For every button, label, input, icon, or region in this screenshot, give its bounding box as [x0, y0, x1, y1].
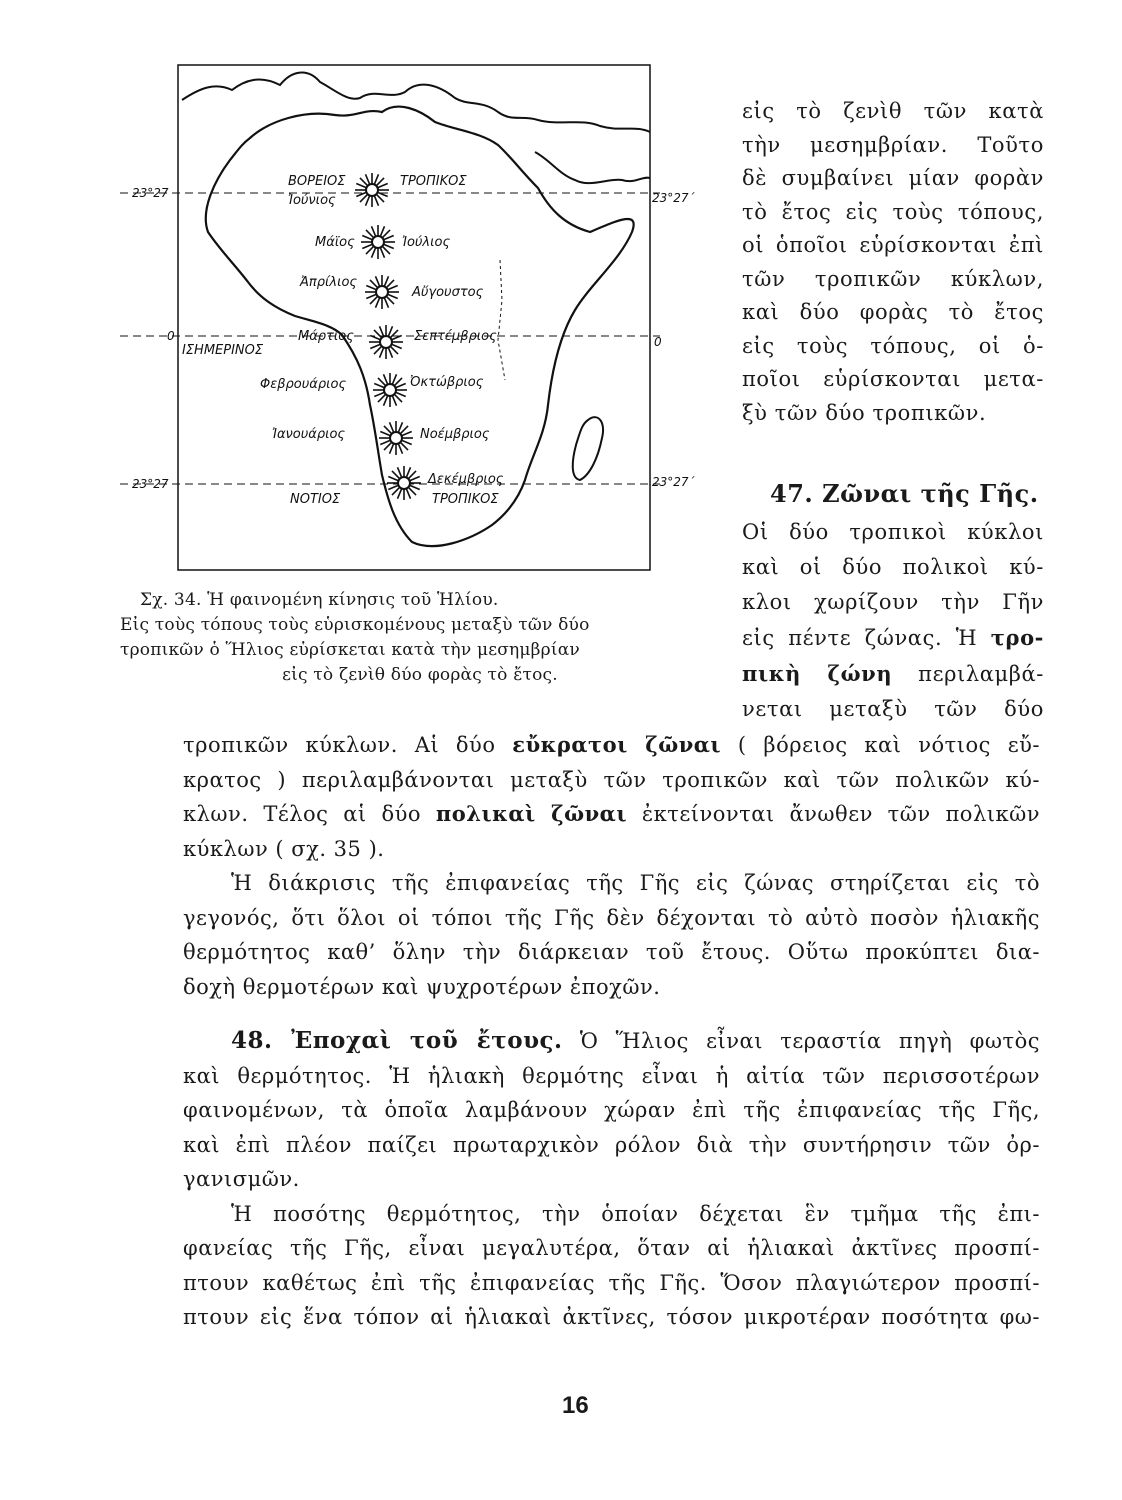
bold-term: εὔκρατοι ζῶναι [512, 732, 722, 757]
bold-term: τρο- [990, 625, 1044, 650]
text-line: κλοι χωρίζουν τὴν Γῆν [742, 590, 1044, 614]
text-line: κρατος ) περιλαμβάνονται μεταξὺ τῶν τροπικῶν καὶ τῶν πολικῶν κύ- [183, 767, 1040, 792]
text-line: καὶ θερμότητος. Ἡ ἡλιακὴ θερμότης εἶναι ἡ αἰτία τῶν περισσοτέρων [183, 1063, 1040, 1088]
label-south-left: ΝΟΤΙΟΣ [290, 492, 341, 507]
bold-term: πολικαὶ ζῶναι [435, 801, 627, 826]
main-body-text [183, 728, 1040, 1335]
sun-icon [361, 225, 395, 259]
section-48-heading: 48. Ἐποχαὶ τοῦ ἔτους. [231, 1027, 563, 1054]
paragraph-gap [183, 1004, 1040, 1024]
lat-equator-left: 0 [167, 329, 175, 343]
month-june: Ἰούνιος [288, 193, 336, 208]
text-span: τροπικῶν κύκλων. Αἱ δύο [183, 733, 513, 757]
text-line: πτουν καθέτως ἐπὶ τῆς ἐπιφανείας τῆς Γῆς. Ὅσον πλαγιώτερον προσπί- [183, 1270, 1040, 1295]
caption-line: εἰς τὸ ζενὶθ δύο φορὰς τὸ ἔτος. [282, 665, 558, 685]
text-span: περιλαμβά- [892, 662, 1044, 686]
month-may: Μάϊος [315, 235, 355, 250]
right-column-text [742, 95, 1044, 430]
map-frame [178, 65, 650, 570]
section-47-heading: 47. Ζῶναι τῆς Γῆς. [770, 479, 1039, 508]
month-january: Ἰανουάριος [272, 427, 346, 442]
month-december: Δεκέμβριος [428, 472, 504, 487]
caption-title: Σχ. 34. Ἡ φαινομένη κίνησις τοῦ Ἡλίου. [140, 590, 499, 610]
figure-caption [120, 588, 720, 688]
text-line: καὶ οἱ δύο πολικοὶ κύ- [742, 555, 1044, 579]
text-line: φαινομένων, τὰ ὁποῖα λαμβάνουν χώραν ἐπὶ τῆς ἐπιφανείας τῆς Γῆς, [183, 1098, 1040, 1122]
text-line: γανισμῶν. [183, 1167, 300, 1191]
page-number: 16 [562, 1392, 589, 1419]
text-span: Ὁ Ἥλιος εἶναι τεραστία πηγὴ φωτὸς [562, 1029, 1040, 1053]
label-north-left: ΒΟΡΕΙΟΣ [288, 174, 346, 189]
caption-line: Εἰς τοὺς τόπους τοὺς εὑρισκομένους μεταξὺ τῶν δύο [120, 615, 590, 635]
month-october: Ὀκτώβριος [410, 375, 484, 390]
text-line: νεται μεταξὺ τῶν δύο [742, 697, 1044, 721]
sun-icon [373, 373, 407, 407]
text-line: Ἡ ποσότης θερμότητος, τὴν ὁποίαν δέχεται ἓν τμῆμα τῆς ἐπι- [231, 1201, 1040, 1226]
lat-south-left: 23°27 [132, 477, 169, 491]
label-south-right: ΤΡΟΠΙΚΟΣ [432, 492, 499, 507]
sun-icon [387, 466, 421, 500]
text-line: γεγονός, ὅτι ὅλοι οἱ τόποι τῆς Γῆς δὲν δέχονται τὸ αὐτὸ ποσὸν ἡλιακῆς [183, 905, 1040, 930]
text-line: εἰς τοὺς τόπους, οἱ ὁ- [742, 333, 1044, 358]
text-line: θερμότητος καθ’ ὅλην τὴν διάρκειαν τοῦ ἔτους. Οὕτω προκύπτει δια- [183, 940, 1040, 964]
month-november: Νοέμβριος [420, 427, 490, 442]
month-february: Φεβρουάριος [260, 377, 347, 392]
text-line: εἰς τὸ ζενὶθ τῶν κατὰ [742, 99, 1044, 123]
sun-icon [365, 275, 399, 309]
bold-term: πικὴ ζώνη [742, 661, 893, 686]
month-april: Ἀπρίλιος [300, 275, 358, 290]
lat-north-right: 23°27΄ [652, 191, 695, 205]
label-north-right: ΤΡΟΠΙΚΟΣ [400, 174, 467, 189]
africa-map [120, 60, 695, 585]
text-line [183, 1024, 1040, 1059]
text-span: εἰς πέντε ζώνας. Ἡ [742, 626, 991, 650]
sun-icon [355, 173, 389, 207]
text-span: ( βόρειος καὶ νότιος εὔ- [721, 733, 1040, 757]
text-line [742, 620, 1044, 656]
text-line: Οἱ δύο τροπικοὶ κύκλοι [742, 520, 1044, 544]
lat-equator-right: 0 [654, 335, 662, 349]
lat-north-left: 23°27 [132, 186, 169, 200]
month-july: Ἰούλιος [402, 235, 451, 250]
lat-south-right: 23°27΄ [652, 475, 695, 489]
text-span: ἐκτείνονται ἄνωθεν τῶν πολικῶν [627, 802, 1041, 826]
text-line: ξὺ τῶν δύο τροπικῶν. [742, 400, 987, 425]
text-line: κύκλων ( σχ. 35 ). [183, 836, 385, 861]
text-span: κλων. Τέλος αἱ δύο [183, 802, 436, 826]
text-line: καὶ δύο φορὰς τὸ ἔτος [742, 300, 1044, 324]
text-line [183, 728, 1040, 763]
month-august: Αὔγουστος [412, 285, 484, 300]
text-line: καὶ ἐπὶ πλέον παίζει πρωταρχικὸν ρόλον διὰ τὴν συντήρησιν τῶν ὀρ- [183, 1132, 1040, 1157]
text-line [183, 797, 1040, 832]
text-line: δὲ συμβαίνει μίαν φορὰν [742, 166, 1044, 190]
figure-sun-motion-map [120, 60, 695, 585]
text-line: δοχὴ θερμοτέρων καὶ ψυχροτέρων ἐποχῶν. [183, 974, 661, 999]
section-47-text [742, 515, 1044, 727]
text-line: φανείας τῆς Γῆς, εἶναι μεγαλυτέρα, ὅταν αἱ ἡλιακαὶ ἀκτῖνες προσπί- [183, 1236, 1040, 1260]
label-equator: ΙΣΗΜΕΡΙΝΟΣ [182, 343, 264, 358]
sun-icon [369, 325, 403, 359]
caption-line: τροπικῶν ὁ Ἥλιος εὑρίσκεται κατὰ τὴν μεσημβρίαν [120, 640, 580, 660]
month-september: Σεπτέμβριος [414, 329, 497, 344]
text-line [742, 656, 1044, 692]
month-march: Μάρτιος [298, 329, 354, 344]
text-line: οἱ ὁποῖοι εὑρίσκονται ἐπὶ [742, 233, 1044, 257]
sun-icon [379, 421, 413, 455]
text-line: τῶν τροπικῶν κύκλων, [742, 266, 1044, 291]
text-line: τὸ ἔτος εἰς τοὺς τόπους, [742, 199, 1044, 224]
text-line: Ἡ διάκρισις τῆς ἐπιφανείας τῆς Γῆς εἰς ζώνας στηρίζεται εἰς τὸ [231, 871, 1040, 895]
text-line: πτουν εἰς ἕνα τόπον αἱ ἡλιακαὶ ἀκτῖνες, τόσον μικροτέραν ποσότητα φω- [183, 1305, 1040, 1329]
text-line: ποῖοι εὑρίσκονται μετα- [742, 367, 1044, 391]
text-line: τὴν μεσημβρίαν. Τοῦτο [742, 132, 1044, 157]
